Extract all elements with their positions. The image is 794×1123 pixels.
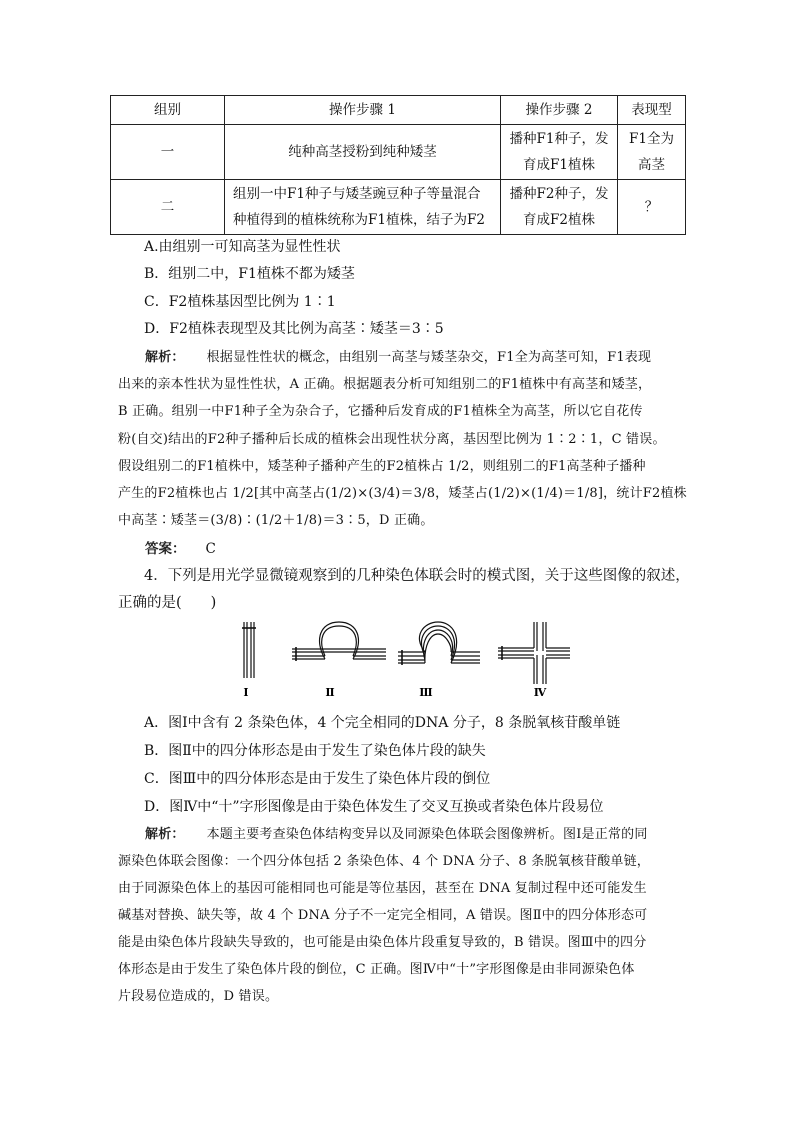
q3-explanation-line: 产生的F2植株也占 1/2[其中高茎占(1/2)×(3/4)＝3/8，矮茎占(1/2)×(1/4)＝1/8]，统计F2植株 [118, 486, 687, 501]
figure-label-ii: Ⅱ [325, 686, 335, 698]
q3-option-c: C．F2植株基因型比例为 1∶1 [144, 294, 336, 310]
q4-explanation-line: 碱基对替换、缺失等，故 4 个 DNA 分子不一定完全相同，A 错误。图Ⅱ中的四分体形态可 [118, 908, 648, 923]
cell-step1 [225, 180, 501, 235]
table-row [111, 180, 686, 235]
chromosome-synapsis-figure [230, 618, 570, 698]
cell-step1-line1: 组别一中F1种子与矮茎豌豆种子等量混合 [233, 186, 481, 202]
q4-option-d: D．图Ⅳ中“十”字形图像是由于染色体发生了交叉互换或者染色体片段易位 [144, 799, 604, 815]
figure-i-normal-synapsis [242, 622, 256, 678]
q3-option-d: D．F2植株表现型及其比例为高茎∶矮茎＝3∶5 [144, 321, 444, 337]
q3-explanation-line: 解析： 根据显性性状的概念，由组别一高茎与矮茎杂交，F1全为高茎可知，F1表现 [145, 350, 652, 365]
q4-explanation-line: 体形态是由于发生了染色体片段的倒位，C 正确。图Ⅳ中“十”字形图像是由非同源染色体 [118, 962, 635, 977]
q4-explanation-line: 源染色体联会图像：一个四分体包括 2 条染色体、4 个 DNA 分子、8 条脱氧核苷酸单链， [118, 854, 650, 869]
figure-iv-cross-translocation [498, 622, 570, 684]
cell-step2-line2: 育成F1植株 [523, 157, 595, 173]
figure-label-iv: Ⅳ [533, 686, 547, 698]
cell-phenotype-line2: 高茎 [638, 157, 665, 173]
figure-iii-inversion-loop [398, 622, 480, 665]
cell-phenotype-line1: F1全为 [629, 131, 674, 147]
header-group: 组别 [111, 96, 225, 125]
header-phenotype: 表现型 [618, 96, 686, 125]
q3-option-a: A.由组别一可知高茎为显性性状 [144, 239, 341, 255]
cell-group: 二 [111, 180, 225, 235]
q4-explanation-label: 解析： [145, 827, 185, 842]
q3-option-b: B．组别二中，F1植株不都为矮茎 [144, 266, 355, 282]
table-header-row [111, 96, 686, 125]
header-step2: 操作步骤 2 [501, 96, 618, 125]
q4-stem-line2: 正确的是( ) [118, 595, 217, 611]
cell-step2-line1: 播种F2种子，发 [509, 186, 609, 202]
cell-phenotype: ？ [618, 180, 686, 235]
q3-explanation-label: 解析： [145, 350, 185, 365]
q4-option-c: C．图Ⅲ中的四分体形态是由于发生了染色体片段的倒位 [144, 771, 491, 787]
cell-step1-line2: 种植得到的植株统称为F1植株，结子为F2 [233, 212, 485, 228]
q3-explanation-line: 出来的亲本性状为显性性状，A 正确。根据题表分析可知组别二的F1植株中有高茎和矮茎， [118, 377, 652, 392]
q3-explanation-line: 假设组别二的F1植株中，矮茎种子播种产生的F2植株占 1/2，则组别二的F1高茎种子播种 [118, 459, 646, 474]
table-row [111, 125, 686, 180]
figure-label-iii: Ⅲ [419, 686, 433, 698]
q3-answer-label: 答案： [145, 541, 186, 557]
cell-step2 [501, 125, 618, 180]
q3-explanation-line: B 正确。组别一中F1种子全为杂合子，它播种后发育成的F1植株全为高茎，所以它自花传 [118, 404, 643, 419]
q4-explanation-line: 片段易位造成的，D 错误。 [118, 989, 279, 1004]
q4-explanation-line: 能是由染色体片段缺失导致的，也可能是由染色体片段重复导致的，B 错误。图Ⅲ中的四分 [118, 935, 647, 950]
cell-group: 一 [111, 125, 225, 180]
cell-step1: 纯种高茎授粉到纯种矮茎 [225, 125, 501, 180]
cell-step2-line1: 播种F1种子，发 [509, 131, 609, 147]
q3-explanation-line: 粉(自交)结出的F2种子播种后长成的植株会出现性状分离，基因型比例为 1∶2∶1，C 错误。 [118, 432, 666, 447]
q4-explanation-line: 由于同源染色体上的基因可能相同也可能是等位基因，甚至在 DNA 复制过程中还可能发生 [118, 881, 647, 896]
q4-option-b: B．图Ⅱ中的四分体形态是由于发生了染色体片段的缺失 [144, 743, 486, 759]
q4-stem-line1: 4．下列是用光学显微镜观察到的几种染色体联会时的模式图，关于这些图像的叙述， [144, 568, 690, 584]
figure-ii-loop-synapsis [292, 622, 386, 661]
figure-label-i: Ⅰ [243, 686, 249, 698]
cell-step2-line2: 育成F2植株 [523, 212, 595, 228]
q4-option-a: A．图Ⅰ中含有 2 条染色体，4 个完全相同的DNA 分子，8 条脱氧核苷酸单链 [144, 715, 621, 731]
q4-explanation-line: 解析： 本题主要考查染色体结构变异以及同源染色体联会图像辨析。图Ⅰ是正常的同 [145, 827, 648, 842]
header-step1: 操作步骤 1 [225, 96, 501, 125]
q3-answer-value: C [205, 541, 216, 557]
experiment-table [110, 95, 686, 235]
q3-explanation-line: 中高茎∶矮茎＝(3/8)∶(1/2＋1/8)＝3∶5，D 正确。 [118, 513, 434, 528]
q3-answer [145, 537, 216, 557]
cell-phenotype [618, 125, 686, 180]
cell-step2 [501, 180, 618, 235]
